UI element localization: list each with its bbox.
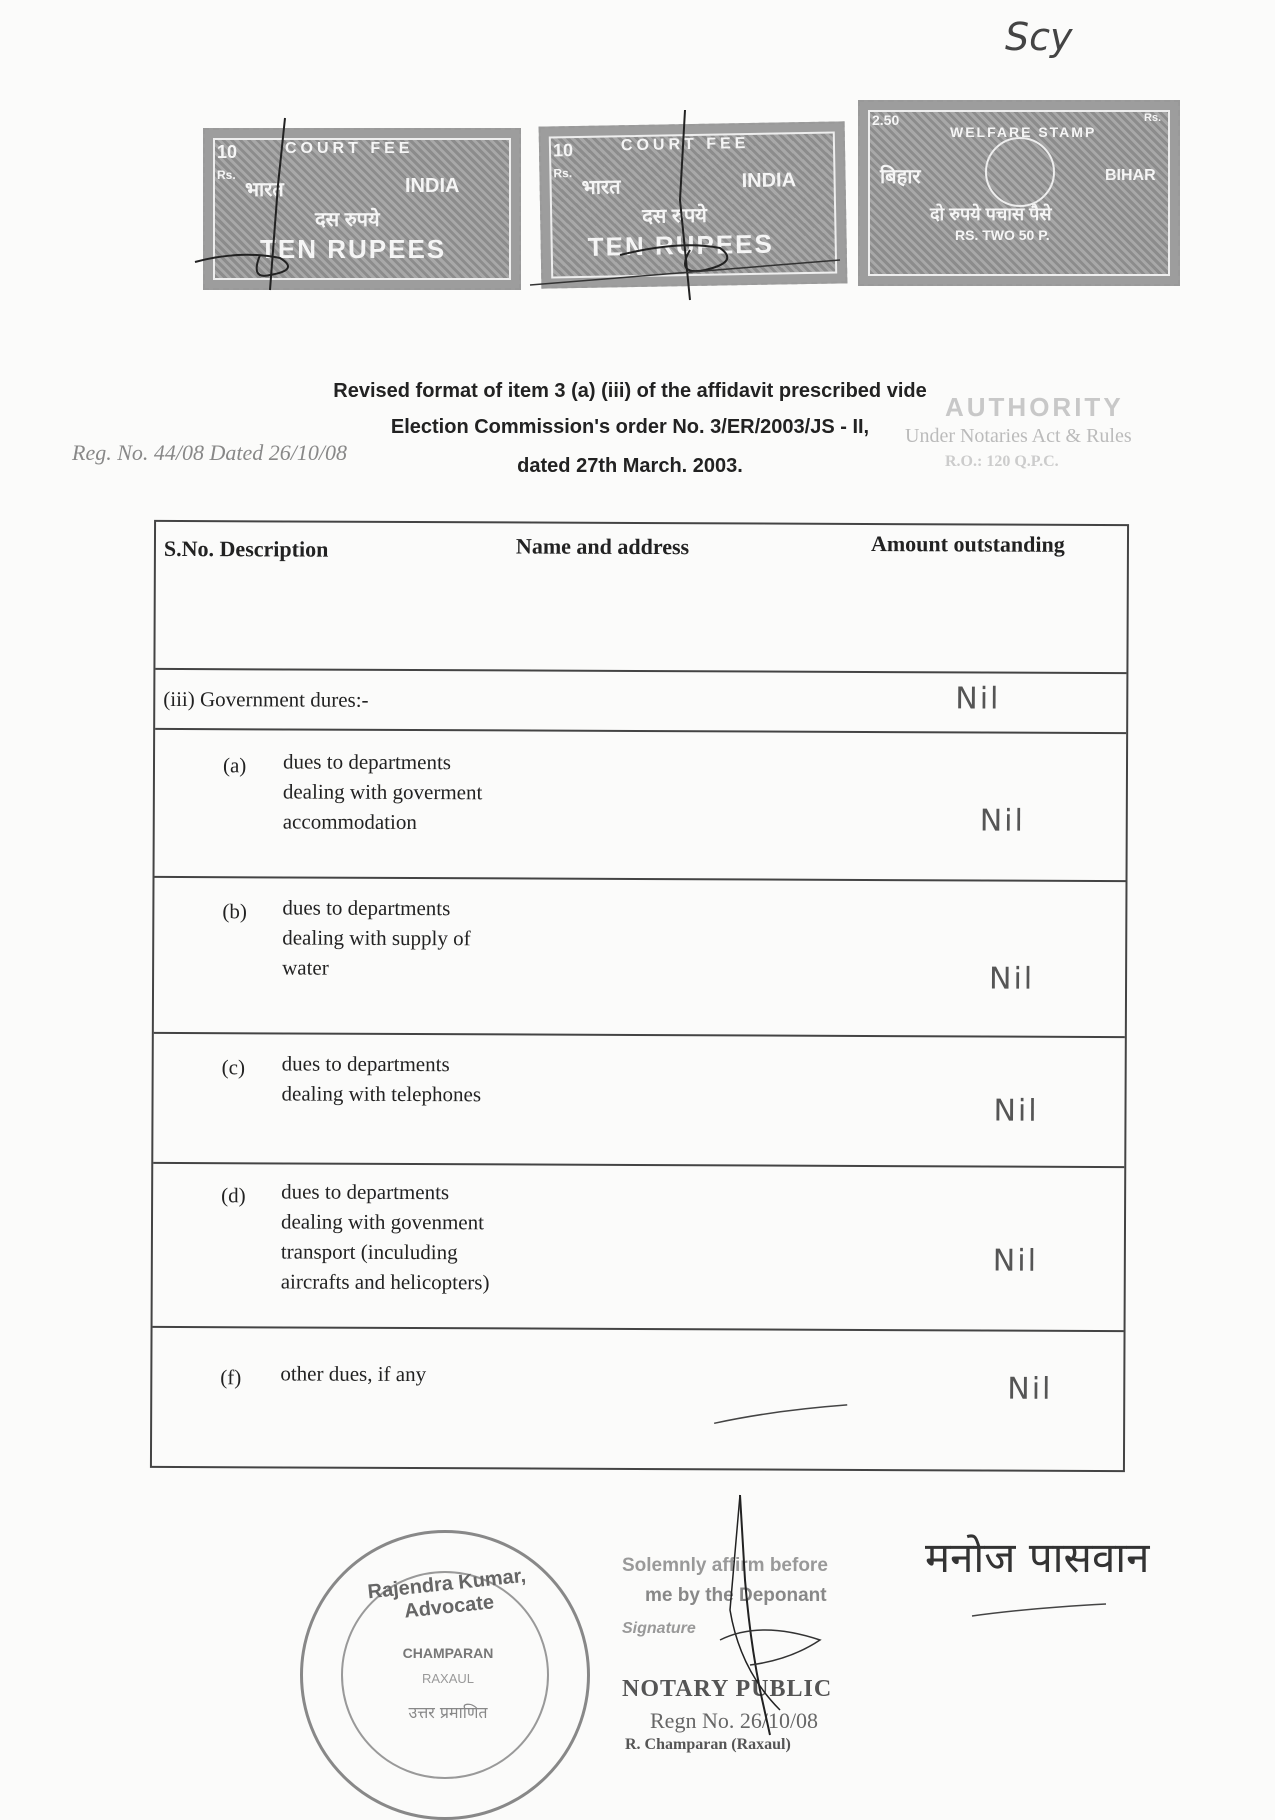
- code-mark: R.O.: 120 Q.P.C.: [945, 453, 1059, 470]
- stamp-value: 10: [217, 142, 238, 162]
- stamp-value: 10: [552, 140, 574, 161]
- advocate-seal: [300, 1530, 590, 1820]
- stamp-right-script: BIHAR: [1105, 167, 1156, 184]
- row-letter: (f): [220, 1365, 242, 1390]
- table-row: [155, 730, 1127, 882]
- row-letter: (a): [222, 753, 247, 778]
- stamp-left-script: भारत: [581, 176, 621, 199]
- row-description-line: other dues, if any: [280, 1361, 427, 1387]
- row-description-line: dealing with supply of: [282, 925, 471, 951]
- section-label: (iii) Government dures:-: [163, 686, 369, 712]
- section-amount: Nil: [955, 681, 1001, 717]
- row-amount: Nil: [992, 1243, 1039, 1279]
- table-row: [154, 878, 1126, 1038]
- table-section-row: [155, 670, 1126, 734]
- row-amount: Nil: [993, 1093, 1039, 1129]
- stamp-cancellation-scribbles: [0, 0, 1275, 320]
- row-description-line: dues to departments: [282, 895, 451, 921]
- row-description-line: accommodation: [282, 809, 417, 835]
- row-description-line: dues to departments: [282, 749, 452, 775]
- row-description: [280, 1358, 426, 1389]
- signature-underline: [970, 1600, 1110, 1620]
- row-letter: (c): [221, 1055, 246, 1080]
- row-description-line: dues to departments: [281, 1051, 450, 1077]
- stamp-bottom-label: TEN RUPEES: [587, 228, 775, 262]
- row-letter: (d): [221, 1183, 246, 1208]
- row-description: [282, 892, 471, 983]
- authority-mark: AUTHORITY: [945, 392, 1124, 422]
- stamp-unit: Rs.: [1144, 112, 1162, 124]
- deponent-signature: मनोज पासवान: [925, 1533, 1150, 1582]
- seal-line-1: CHAMPARAN: [402, 1645, 494, 1661]
- stamp-top-label: COURT FEE: [620, 135, 750, 155]
- row-letter: (b): [222, 899, 247, 924]
- seal-line-3: उत्तर प्रमाणित: [408, 1703, 488, 1722]
- notary-name: R. Champaran (Raxaul): [625, 1736, 791, 1753]
- heading-line-3-text: dated 27th March. 2003.: [517, 455, 743, 477]
- row-description-line: water: [282, 955, 329, 980]
- stamp-right-script: INDIA: [405, 175, 460, 197]
- header-amount-outstanding: Amount outstanding: [870, 531, 1065, 557]
- pen-stroke: [712, 1398, 852, 1429]
- row-description-line: transport (inculuding: [280, 1239, 458, 1265]
- notaries-act-mark: Under Notaries Act & Rules: [905, 425, 1132, 447]
- row-amount: Nil: [989, 961, 1035, 997]
- header-name-address: Name and address: [515, 533, 690, 560]
- dues-table: [150, 520, 1129, 1472]
- row-description: [283, 746, 483, 837]
- row-description-line: aircrafts and helicopters): [280, 1269, 490, 1295]
- table-row: [153, 1164, 1125, 1332]
- reg-dated-mark: Reg. No. 44/08 Dated 26/10/08: [72, 440, 347, 465]
- heading-line-2: Election Commission's order No. 3/ER/2003/JS - II,: [390, 416, 870, 438]
- corner-handwritten-mark: Scy: [1005, 15, 1073, 59]
- by-deponent-text: me by the Deponant: [645, 1585, 827, 1606]
- row-amount: Nil: [979, 803, 1025, 839]
- stamp-right-script: INDIA: [741, 169, 797, 193]
- stamp-top-label: COURT FEE: [285, 140, 414, 157]
- notary-signature: [700, 1490, 900, 1750]
- stamp-left-script: बिहार: [880, 166, 921, 188]
- notary-public-label: NOTARY PUBLIC: [622, 1676, 833, 1702]
- stamp-bottom-script: दो रुपये पचास पैसे: [930, 204, 1052, 224]
- seal-ring-text: Rajendra Kumar, Advocate: [366, 1564, 527, 1623]
- stamp-bottom-script: दस रुपये: [315, 209, 380, 231]
- row-description-line: dues to departments: [281, 1179, 450, 1205]
- stamp-value: 2.50: [872, 112, 900, 128]
- row-description: [281, 1176, 490, 1297]
- row-description: [282, 1048, 482, 1109]
- table-row: [153, 1034, 1125, 1168]
- row-description-line: dealing with telephones: [281, 1081, 482, 1107]
- heading-line-1: Revised format of item 3 (a) (iii) of the affidavit prescribed vide: [333, 380, 927, 402]
- table-header-row: [155, 522, 1127, 674]
- solemnly-affirm-text: Solemnly affirm before: [622, 1555, 828, 1576]
- row-description-line: dealing with goverment: [282, 779, 483, 805]
- row-amount: Nil: [1007, 1371, 1053, 1407]
- stamp-bottom-label: RS. TWO 50 P.: [955, 227, 1050, 243]
- table-row: [152, 1328, 1124, 1474]
- seal-line-2: RAXAUL: [421, 1671, 475, 1686]
- stamp-unit: Rs.: [553, 166, 573, 181]
- row-description-line: dealing with govenment: [280, 1209, 485, 1235]
- notary-regn: Regn No. 26/10/08: [650, 1708, 819, 1733]
- signature-label: Signature: [622, 1620, 696, 1637]
- stamp-top-label: WELFARE STAMP: [950, 124, 1097, 140]
- stamp-bottom-script: दस रुपये: [642, 204, 708, 228]
- header-sno-description: S.No. Description: [163, 535, 329, 562]
- stamp-left-script: भारत: [245, 179, 284, 201]
- stamp-unit: Rs.: [217, 168, 236, 182]
- stamp-bottom-label: TEN RUPEES: [260, 234, 447, 264]
